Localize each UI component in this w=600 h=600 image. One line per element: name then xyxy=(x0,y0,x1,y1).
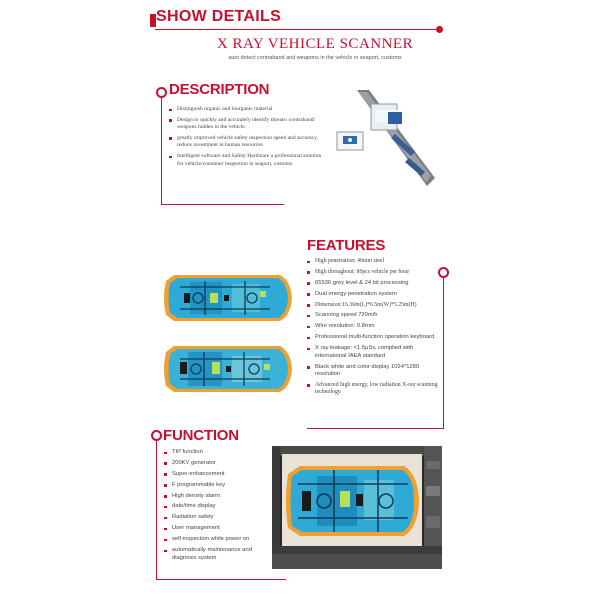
description-item: greatly improved vehicle safety inspection speed and accuracy, reduce investment in human resources xyxy=(168,135,328,150)
function-item: date/time display xyxy=(163,503,273,511)
description-list xyxy=(168,106,328,171)
function-vertical-line xyxy=(156,441,157,579)
function-item: automatically maintenance and diagnosis system xyxy=(163,547,273,562)
function-item: High density alarm xyxy=(163,493,273,501)
xray-car-image-icon xyxy=(160,267,295,329)
description-vertical-line xyxy=(161,98,162,204)
function-item: Radiation safety xyxy=(163,514,273,522)
feature-item: Dual energy penetration system xyxy=(306,291,438,299)
header-dot xyxy=(436,26,443,33)
feature-item: Scanning speed 720m/h xyxy=(306,312,438,320)
function-item: TIP function xyxy=(163,449,273,457)
monitor-photo-icon xyxy=(272,446,442,569)
features-title: FEATURES xyxy=(307,237,386,254)
features-vertical-line xyxy=(443,278,444,428)
feature-item: Professional multi-function operation keyboard xyxy=(306,334,438,342)
function-list xyxy=(163,449,273,565)
scanner-illustration-icon xyxy=(335,90,435,190)
feature-item: High penetration: 40mm steel xyxy=(306,258,438,266)
function-item: User management xyxy=(163,525,273,533)
description-item: Design to quickly and accurately identify threats/ contraband/ weapons hidden in the vehicle. xyxy=(168,117,328,132)
feature-item: Advanced high energy, low radiation X-ray scanning technology xyxy=(306,382,438,397)
features-list xyxy=(306,258,438,400)
description-bottom-line xyxy=(161,204,284,205)
function-title: FUNCTION xyxy=(163,427,239,444)
feature-item: Wire resolution: 0.8mm xyxy=(306,323,438,331)
product-title: X RAY VEHICLE SCANNER xyxy=(216,36,414,52)
section-title-show-details: SHOW DETAILS xyxy=(156,8,282,25)
function-item: Super-enhancement xyxy=(163,471,273,479)
feature-item: X ray leakage: <1.5μSv, complied with international IAEA standard xyxy=(306,345,438,360)
description-title: DESCRIPTION xyxy=(169,81,270,98)
features-bottom-line xyxy=(307,428,444,429)
xray-car-image-icon xyxy=(160,338,295,400)
feature-item: High throughout: 80pcs vehicle per hour xyxy=(306,269,438,277)
description-item: Intelligent software and Safety Hardware a professional solution for vehicle/container inspection in seaport, customs. xyxy=(168,153,328,168)
product-subtitle: auto detect contraband and weapons in the vehicle in seaport, customs xyxy=(228,55,402,61)
feature-item: 65536 grey level & 24 bit processing xyxy=(306,280,438,288)
description-item: Distinguish organic and inorganic material xyxy=(168,106,328,114)
feature-item: Dimension:16.36m(L)*6.5m(W)*5.25m(H) xyxy=(306,302,438,310)
features-ring-icon xyxy=(438,267,449,278)
header-divider xyxy=(155,29,440,30)
description-ring-icon xyxy=(156,87,167,98)
function-bottom-line xyxy=(156,579,286,580)
function-item: F programmable key xyxy=(163,482,273,490)
function-item: self-inspection while power on xyxy=(163,536,273,544)
function-item: 200KV generator xyxy=(163,460,273,468)
function-ring-icon xyxy=(151,430,162,441)
feature-item: Black white and color display 1024*1280 resolution xyxy=(306,364,438,379)
